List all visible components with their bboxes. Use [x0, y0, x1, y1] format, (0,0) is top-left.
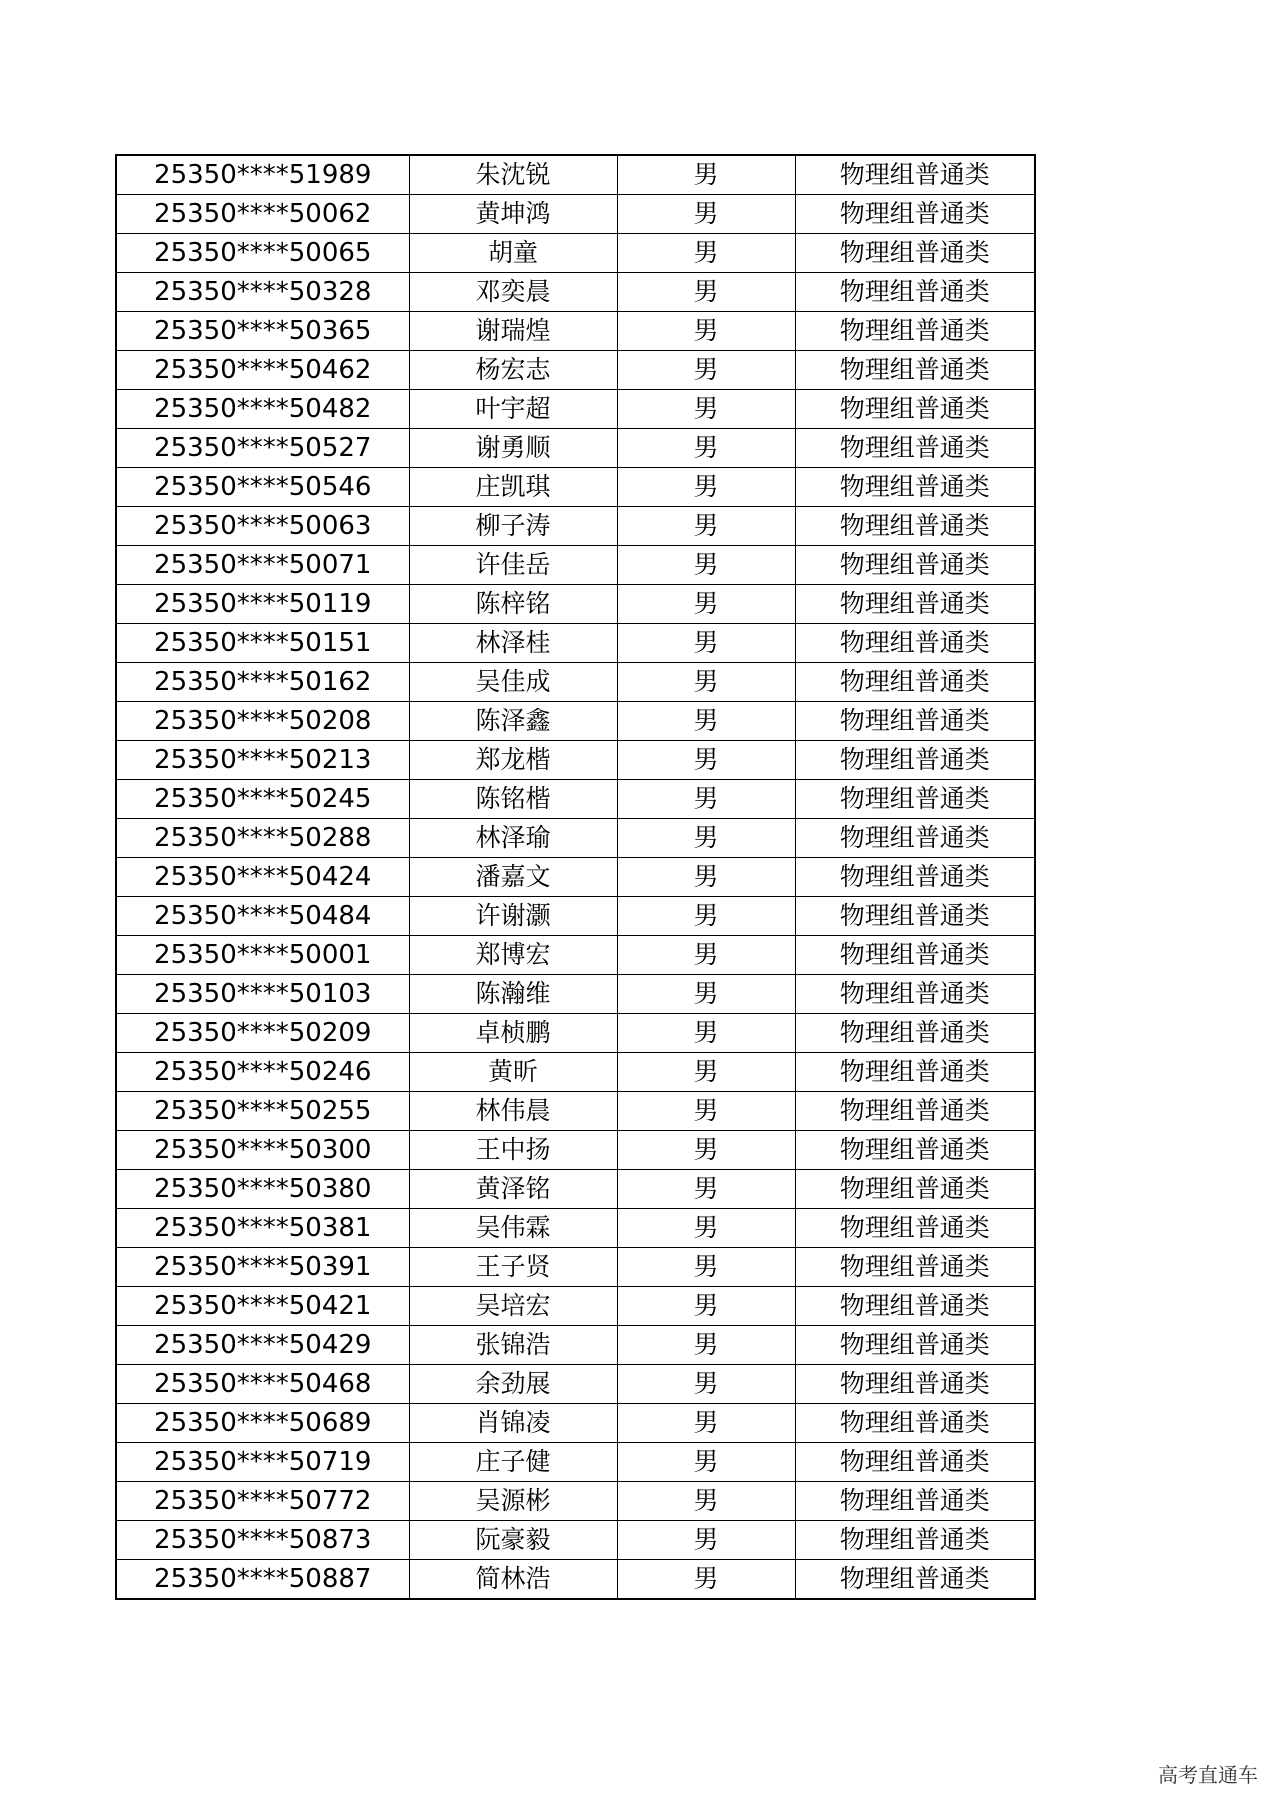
gender-cell: 男: [617, 975, 795, 1014]
table-row: [116, 1248, 1035, 1287]
gender-cell: 男: [617, 741, 795, 780]
gender-cell: 男: [617, 663, 795, 702]
gender-cell: 男: [617, 1443, 795, 1482]
student-name-cell: 王中扬: [409, 1131, 617, 1170]
exam-id-cell: 25350****50887: [116, 1560, 409, 1600]
gender-cell: 男: [617, 702, 795, 741]
student-name-cell: 杨宏志: [409, 351, 617, 390]
student-name-cell: 庄凯琪: [409, 468, 617, 507]
table-row: [116, 390, 1035, 429]
category-cell: 物理组普通类: [795, 1092, 1035, 1131]
category-cell: 物理组普通类: [795, 507, 1035, 546]
admission-list-table: [115, 154, 1036, 1600]
category-cell: 物理组普通类: [795, 1053, 1035, 1092]
exam-id-cell: 25350****50162: [116, 663, 409, 702]
gender-cell: 男: [617, 1482, 795, 1521]
table-row: [116, 585, 1035, 624]
table-row: [116, 1482, 1035, 1521]
table-row: [116, 624, 1035, 663]
exam-id-cell: 25350****50001: [116, 936, 409, 975]
student-name-cell: 肖锦凌: [409, 1404, 617, 1443]
exam-id-cell: 25350****50208: [116, 702, 409, 741]
table-row: [116, 1404, 1035, 1443]
category-cell: 物理组普通类: [795, 819, 1035, 858]
student-name-cell: 吴培宏: [409, 1287, 617, 1326]
student-name-cell: 许谢灏: [409, 897, 617, 936]
student-name-cell: 谢勇顺: [409, 429, 617, 468]
category-cell: 物理组普通类: [795, 468, 1035, 507]
category-cell: 物理组普通类: [795, 155, 1035, 195]
student-name-cell: 许佳岳: [409, 546, 617, 585]
exam-id-cell: 25350****50365: [116, 312, 409, 351]
table-row: [116, 975, 1035, 1014]
exam-id-cell: 25350****50328: [116, 273, 409, 312]
gender-cell: 男: [617, 1404, 795, 1443]
category-cell: 物理组普通类: [795, 390, 1035, 429]
category-cell: 物理组普通类: [795, 1209, 1035, 1248]
gender-cell: 男: [617, 1521, 795, 1560]
category-cell: 物理组普通类: [795, 897, 1035, 936]
exam-id-cell: 25350****51989: [116, 155, 409, 195]
category-cell: 物理组普通类: [795, 858, 1035, 897]
table-row: [116, 468, 1035, 507]
student-name-cell: 叶宇超: [409, 390, 617, 429]
gender-cell: 男: [617, 780, 795, 819]
gender-cell: 男: [617, 546, 795, 585]
gender-cell: 男: [617, 897, 795, 936]
table-body: [116, 155, 1035, 1599]
student-name-cell: 简林浩: [409, 1560, 617, 1600]
exam-id-cell: 25350****50380: [116, 1170, 409, 1209]
student-name-cell: 黄昕: [409, 1053, 617, 1092]
table-row: [116, 507, 1035, 546]
table-row: [116, 819, 1035, 858]
student-name-cell: 郑博宏: [409, 936, 617, 975]
table-row: [116, 155, 1035, 195]
exam-id-cell: 25350****50065: [116, 234, 409, 273]
exam-id-cell: 25350****50062: [116, 195, 409, 234]
gender-cell: 男: [617, 1092, 795, 1131]
category-cell: 物理组普通类: [795, 195, 1035, 234]
exam-id-cell: 25350****50245: [116, 780, 409, 819]
student-name-cell: 王子贤: [409, 1248, 617, 1287]
category-cell: 物理组普通类: [795, 936, 1035, 975]
exam-id-cell: 25350****50071: [116, 546, 409, 585]
gender-cell: 男: [617, 507, 795, 546]
gender-cell: 男: [617, 819, 795, 858]
student-name-cell: 林泽桂: [409, 624, 617, 663]
category-cell: 物理组普通类: [795, 780, 1035, 819]
exam-id-cell: 25350****50381: [116, 1209, 409, 1248]
gender-cell: 男: [617, 195, 795, 234]
table-row: [116, 702, 1035, 741]
exam-id-cell: 25350****50288: [116, 819, 409, 858]
table-row: [116, 1092, 1035, 1131]
student-name-cell: 朱沈锐: [409, 155, 617, 195]
gender-cell: 男: [617, 858, 795, 897]
student-name-cell: 吴源彬: [409, 1482, 617, 1521]
category-cell: 物理组普通类: [795, 1443, 1035, 1482]
gender-cell: 男: [617, 155, 795, 195]
category-cell: 物理组普通类: [795, 1365, 1035, 1404]
category-cell: 物理组普通类: [795, 1560, 1035, 1600]
student-name-cell: 余劲展: [409, 1365, 617, 1404]
table-row: [116, 351, 1035, 390]
exam-id-cell: 25350****50209: [116, 1014, 409, 1053]
student-name-cell: 潘嘉文: [409, 858, 617, 897]
exam-id-cell: 25350****50689: [116, 1404, 409, 1443]
student-name-cell: 阮豪毅: [409, 1521, 617, 1560]
student-name-cell: 黄坤鸿: [409, 195, 617, 234]
category-cell: 物理组普通类: [795, 663, 1035, 702]
category-cell: 物理组普通类: [795, 351, 1035, 390]
student-name-cell: 陈瀚维: [409, 975, 617, 1014]
exam-id-cell: 25350****50255: [116, 1092, 409, 1131]
gender-cell: 男: [617, 936, 795, 975]
table-row: [116, 1014, 1035, 1053]
table-row: [116, 1053, 1035, 1092]
gender-cell: 男: [617, 390, 795, 429]
gender-cell: 男: [617, 351, 795, 390]
student-name-cell: 陈泽鑫: [409, 702, 617, 741]
exam-id-cell: 25350****50429: [116, 1326, 409, 1365]
gender-cell: 男: [617, 1131, 795, 1170]
gender-cell: 男: [617, 585, 795, 624]
gender-cell: 男: [617, 1053, 795, 1092]
student-name-cell: 谢瑞煌: [409, 312, 617, 351]
gender-cell: 男: [617, 429, 795, 468]
category-cell: 物理组普通类: [795, 1131, 1035, 1170]
gender-cell: 男: [617, 468, 795, 507]
gender-cell: 男: [617, 1560, 795, 1600]
student-name-cell: 林伟晨: [409, 1092, 617, 1131]
exam-id-cell: 25350****50103: [116, 975, 409, 1014]
category-cell: 物理组普通类: [795, 1521, 1035, 1560]
category-cell: 物理组普通类: [795, 702, 1035, 741]
exam-id-cell: 25350****50063: [116, 507, 409, 546]
exam-id-cell: 25350****50391: [116, 1248, 409, 1287]
category-cell: 物理组普通类: [795, 741, 1035, 780]
student-name-cell: 郑龙楷: [409, 741, 617, 780]
exam-id-cell: 25350****50119: [116, 585, 409, 624]
table-row: [116, 546, 1035, 585]
category-cell: 物理组普通类: [795, 1248, 1035, 1287]
exam-id-cell: 25350****50246: [116, 1053, 409, 1092]
exam-id-cell: 25350****50873: [116, 1521, 409, 1560]
exam-id-cell: 25350****50151: [116, 624, 409, 663]
exam-id-cell: 25350****50213: [116, 741, 409, 780]
table-row: [116, 897, 1035, 936]
student-name-cell: 黄泽铭: [409, 1170, 617, 1209]
student-name-cell: 柳子涛: [409, 507, 617, 546]
watermark: 高考直通车: [1158, 1763, 1258, 1787]
gender-cell: 男: [617, 1209, 795, 1248]
exam-id-cell: 25350****50468: [116, 1365, 409, 1404]
gender-cell: 男: [617, 1287, 795, 1326]
exam-id-cell: 25350****50772: [116, 1482, 409, 1521]
category-cell: 物理组普通类: [795, 1287, 1035, 1326]
table-row: [116, 741, 1035, 780]
student-name-cell: 陈铭楷: [409, 780, 617, 819]
table-row: [116, 312, 1035, 351]
category-cell: 物理组普通类: [795, 234, 1035, 273]
student-name-cell: 卓桢鹏: [409, 1014, 617, 1053]
table-row: [116, 1287, 1035, 1326]
category-cell: 物理组普通类: [795, 624, 1035, 663]
table-row: [116, 1560, 1035, 1600]
exam-id-cell: 25350****50424: [116, 858, 409, 897]
student-name-cell: 林泽瑜: [409, 819, 617, 858]
category-cell: 物理组普通类: [795, 975, 1035, 1014]
table-row: [116, 1521, 1035, 1560]
gender-cell: 男: [617, 624, 795, 663]
table-row: [116, 1443, 1035, 1482]
student-name-cell: 邓奕晨: [409, 273, 617, 312]
student-name-cell: 陈梓铭: [409, 585, 617, 624]
table-row: [116, 1326, 1035, 1365]
exam-id-cell: 25350****50719: [116, 1443, 409, 1482]
category-cell: 物理组普通类: [795, 585, 1035, 624]
student-name-cell: 张锦浩: [409, 1326, 617, 1365]
table-row: [116, 663, 1035, 702]
exam-id-cell: 25350****50484: [116, 897, 409, 936]
table-row: [116, 429, 1035, 468]
student-name-cell: 吴伟霖: [409, 1209, 617, 1248]
gender-cell: 男: [617, 1326, 795, 1365]
table-row: [116, 1209, 1035, 1248]
category-cell: 物理组普通类: [795, 312, 1035, 351]
gender-cell: 男: [617, 234, 795, 273]
table-row: [116, 780, 1035, 819]
exam-id-cell: 25350****50546: [116, 468, 409, 507]
category-cell: 物理组普通类: [795, 1482, 1035, 1521]
category-cell: 物理组普通类: [795, 1404, 1035, 1443]
gender-cell: 男: [617, 1170, 795, 1209]
category-cell: 物理组普通类: [795, 429, 1035, 468]
category-cell: 物理组普通类: [795, 1170, 1035, 1209]
exam-id-cell: 25350****50300: [116, 1131, 409, 1170]
table-row: [116, 858, 1035, 897]
gender-cell: 男: [617, 273, 795, 312]
table-row: [116, 1365, 1035, 1404]
gender-cell: 男: [617, 1014, 795, 1053]
student-name-cell: 吴佳成: [409, 663, 617, 702]
student-name-cell: 胡童: [409, 234, 617, 273]
table-row: [116, 234, 1035, 273]
gender-cell: 男: [617, 312, 795, 351]
category-cell: 物理组普通类: [795, 1014, 1035, 1053]
category-cell: 物理组普通类: [795, 546, 1035, 585]
category-cell: 物理组普通类: [795, 1326, 1035, 1365]
table-row: [116, 1131, 1035, 1170]
table-row: [116, 273, 1035, 312]
exam-id-cell: 25350****50462: [116, 351, 409, 390]
exam-id-cell: 25350****50482: [116, 390, 409, 429]
table-row: [116, 936, 1035, 975]
table-row: [116, 195, 1035, 234]
category-cell: 物理组普通类: [795, 273, 1035, 312]
exam-id-cell: 25350****50527: [116, 429, 409, 468]
gender-cell: 男: [617, 1248, 795, 1287]
student-name-cell: 庄子健: [409, 1443, 617, 1482]
gender-cell: 男: [617, 1365, 795, 1404]
table-row: [116, 1170, 1035, 1209]
exam-id-cell: 25350****50421: [116, 1287, 409, 1326]
